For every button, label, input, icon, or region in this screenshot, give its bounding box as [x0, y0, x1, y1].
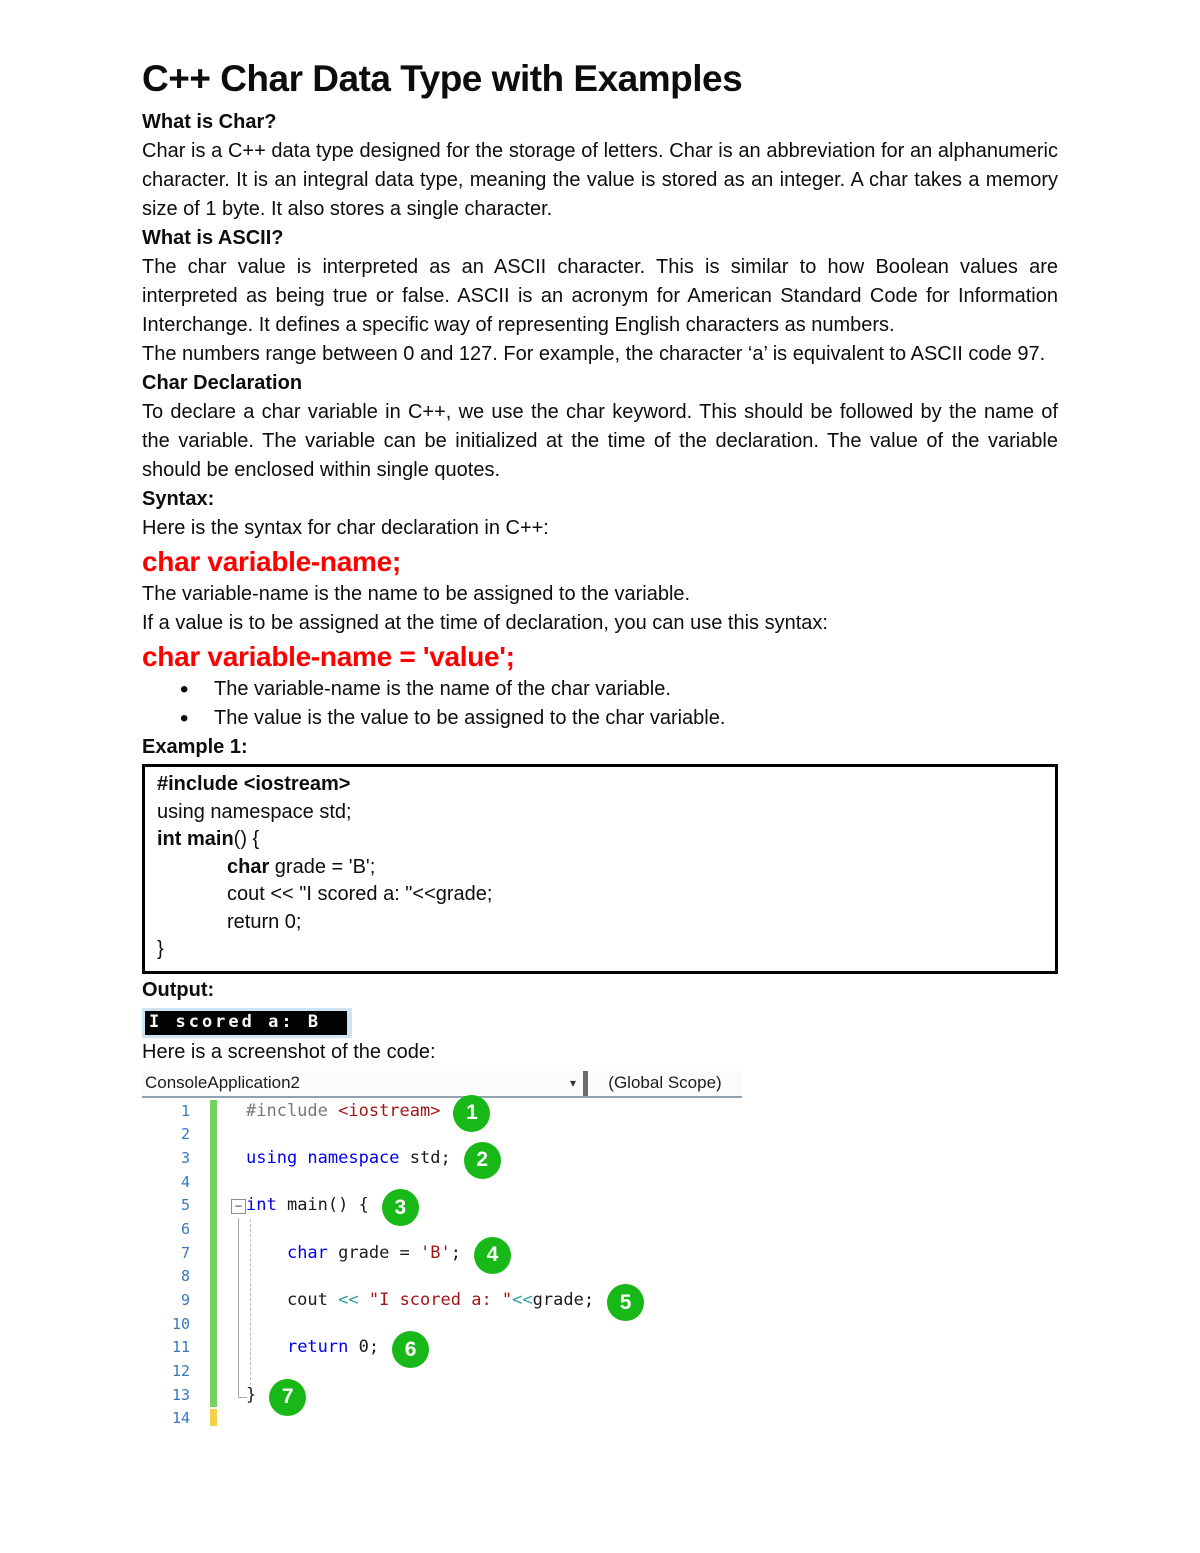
- line-number: 11: [171, 1338, 190, 1357]
- line-number: 4: [180, 1172, 190, 1191]
- code-line-text: int main() {: [246, 1195, 369, 1216]
- collapse-column: [217, 1336, 246, 1360]
- example-code-line: using namespace std;: [157, 800, 352, 823]
- collapse-column: [217, 1265, 246, 1289]
- code-line: [142, 1218, 1058, 1242]
- line-number: 9: [180, 1291, 190, 1309]
- syntax-code-assignment: char variable-name = 'value';: [142, 641, 515, 672]
- collapse-column: [217, 1242, 246, 1266]
- line-number: 6: [180, 1219, 190, 1238]
- syntax-bullet-list: [142, 675, 1058, 733]
- gutter-change-bar: [210, 1360, 217, 1384]
- collapse-column: [217, 1147, 246, 1171]
- heading-what-is-char: What is Char?: [142, 111, 277, 133]
- step-badge: 6: [392, 1331, 429, 1368]
- example-code-line: #include <iostream>: [157, 773, 351, 795]
- example-code-line: return 0;: [227, 910, 302, 933]
- line-number: 13: [171, 1385, 190, 1404]
- heading-syntax: Syntax:: [142, 488, 215, 510]
- indent-guide-line: [250, 1219, 251, 1385]
- gutter-change-bar: [210, 1336, 217, 1360]
- code-line: [142, 1147, 1058, 1171]
- collapse-column: [217, 1100, 246, 1124]
- chevron-down-icon[interactable]: ▾: [569, 1076, 576, 1090]
- collapse-region-foot: [238, 1397, 247, 1398]
- step-badge: 5: [607, 1284, 644, 1321]
- code-line-text: #include <iostream>: [246, 1100, 441, 1121]
- code-line: [142, 1123, 1058, 1147]
- console-output-frame: [142, 1008, 352, 1038]
- example-code-line: cout << "I scored a: "<<grade;: [227, 883, 493, 905]
- line-number: 3: [180, 1148, 190, 1167]
- paragraph-char-declaration: To declare a char variable in C++, we use the char keyword. This should be followed by the name of the variable. The variable can be initialized at the time of the declaration. The value of the variable should be enclosed within single quotes.: [142, 401, 1058, 481]
- collapse-column: [217, 1407, 246, 1431]
- code-line: [142, 1336, 1058, 1360]
- ide-screenshot: [142, 1071, 1058, 1432]
- step-badge: 7: [269, 1379, 306, 1416]
- gutter-change-bar: [210, 1265, 217, 1289]
- syntax-intro: Here is the syntax for char declaration in C++:: [142, 517, 549, 539]
- collapse-column: [217, 1289, 246, 1313]
- gutter-change-bar: [210, 1100, 217, 1124]
- code-line-text: }: [246, 1384, 257, 1405]
- line-number: 7: [180, 1243, 190, 1262]
- collapse-column: [217, 1313, 246, 1337]
- gutter-change-bar: [210, 1123, 217, 1147]
- scope-selector-dropdown[interactable]: (Global Scope): [608, 1073, 722, 1092]
- step-badge: 2: [464, 1142, 501, 1179]
- console-output: I scored a: B: [145, 1011, 347, 1035]
- code-line: [142, 1289, 1058, 1313]
- code-line: [142, 1265, 1058, 1289]
- step-badge: 1: [453, 1095, 490, 1132]
- screenshot-intro: Here is a screenshot of the code:: [142, 1040, 436, 1063]
- code-line: [142, 1242, 1058, 1266]
- heading-output: Output:: [142, 978, 215, 1001]
- line-number: 14: [171, 1409, 190, 1428]
- code-line: [142, 1384, 1058, 1408]
- collapse-column: [217, 1194, 246, 1218]
- collapse-toggle-icon[interactable]: −: [231, 1199, 246, 1214]
- example-code-line: int main() {: [157, 828, 260, 850]
- line-number: 2: [180, 1125, 190, 1144]
- code-line-text: char grade = 'B';: [286, 1242, 461, 1263]
- line-number: 8: [180, 1267, 190, 1286]
- line-number: 10: [171, 1314, 190, 1333]
- heading-example-1: Example 1:: [142, 736, 248, 758]
- syntax-code-declaration: char variable-name;: [142, 546, 401, 577]
- gutter-change-bar: [210, 1147, 217, 1171]
- line-number: 5: [180, 1196, 190, 1215]
- code-line-text: cout << "I scored a: "<<grade;: [246, 1290, 595, 1310]
- heading-char-declaration: Char Declaration: [142, 372, 303, 394]
- collapse-region-line: [238, 1218, 239, 1397]
- gutter-change-bar: [210, 1313, 217, 1337]
- gutter-change-bar: [210, 1218, 217, 1242]
- ide-code-rows: [142, 1100, 1058, 1432]
- ide-code-area: [142, 1100, 1058, 1432]
- example-code-line: char grade = 'B';: [227, 855, 376, 878]
- code-line: [142, 1194, 1058, 1218]
- code-line-text: using namespace std;: [246, 1147, 451, 1168]
- paragraph-what-is-ascii: The char value is interpreted as an ASCII character. This is similar to how Boolean values are interpreted as being true or false. ASCII is an acronym for American Standard Code for Information Interchange. It defines a specific way of representing English characters as numbers.: [142, 256, 1058, 336]
- example-code-line: }: [157, 938, 164, 960]
- step-badge: 3: [382, 1189, 419, 1226]
- code-line: [142, 1313, 1058, 1337]
- gutter-change-bar: [210, 1194, 217, 1218]
- syntax-note-2: If a value is to be assigned at the time of declaration, you can use this syntax:: [142, 612, 828, 634]
- paragraph-ascii-range: The numbers range between 0 and 127. For example, the character ‘a’ is equivalent to ASCII code 97.: [142, 343, 1046, 365]
- gutter-change-bar: [210, 1171, 217, 1195]
- code-line: [142, 1100, 1058, 1124]
- gutter-change-bar: [210, 1409, 217, 1426]
- project-selector-label: ConsoleApplication2: [145, 1073, 300, 1092]
- line-number: 12: [171, 1362, 190, 1381]
- collapse-column: [217, 1360, 246, 1384]
- paragraph-what-is-char: Char is a C++ data type designed for the storage of letters. Char is an abbreviation for an alphanumeric character. It is an integral data type, meaning the value is stored as an integer. A char takes a memory size of 1 byte. It also stores a single character.: [142, 140, 1058, 220]
- bullet-item: • The variable-name is the name of the char variable.: [142, 675, 1058, 704]
- gutter-change-bar: [210, 1242, 217, 1266]
- page-title: C++ Char Data Type with Examples: [142, 58, 743, 99]
- line-number: 1: [180, 1101, 190, 1120]
- gutter-change-bar: [210, 1384, 217, 1408]
- code-line: [142, 1171, 1058, 1195]
- step-badge: 4: [474, 1237, 511, 1274]
- gutter-change-bar: [210, 1289, 217, 1313]
- syntax-note-1: The variable-name is the name to be assigned to the variable.: [142, 583, 691, 605]
- heading-what-is-ascii: What is ASCII?: [142, 227, 284, 249]
- collapse-column: [217, 1218, 246, 1242]
- code-line-text: return 0;: [286, 1337, 380, 1358]
- ide-toolbar: [142, 1071, 742, 1098]
- collapse-column: [217, 1171, 246, 1195]
- project-selector-dropdown[interactable]: [142, 1071, 583, 1096]
- code-line: [142, 1407, 1058, 1431]
- collapse-column: [217, 1123, 246, 1147]
- example-code-box: [142, 764, 1058, 974]
- document-content: [142, 56, 1058, 1431]
- bullet-item: • The value is the value to be assigned to the char variable.: [142, 704, 1058, 733]
